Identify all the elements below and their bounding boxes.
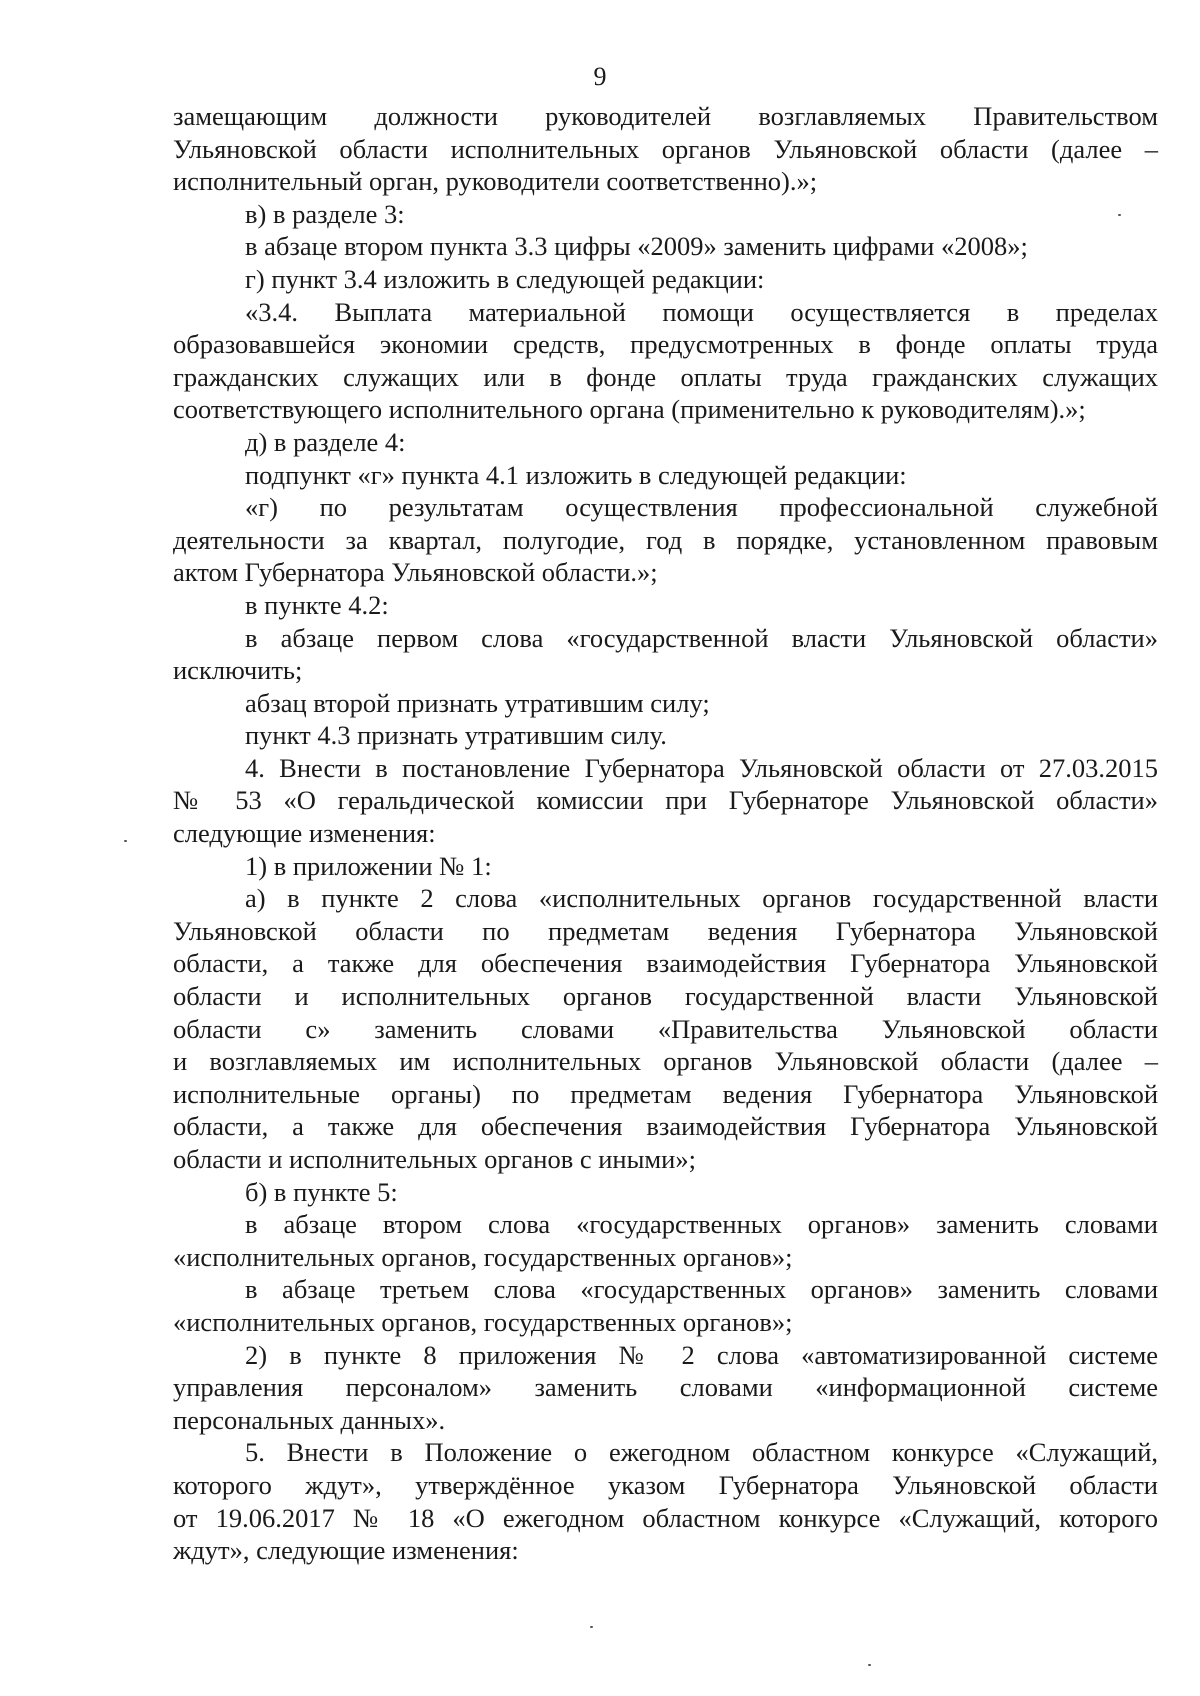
text-line: Ульяновской области по предметам ведения Губернатора Ульяновской [173, 915, 1158, 946]
text-line: области и исполнительных органов государственной власти Ульяновской [173, 981, 1158, 1012]
text-line: Ульяновской области исполнительных органов Ульяновской области (далее – [173, 133, 1158, 164]
text-line: управления персоналом» заменить словами «информационной системе [173, 1372, 1158, 1403]
text-line: следующие изменения: [173, 818, 436, 849]
text-line: от 19.06.2017 № 18 «О ежегодном областном конкурсе «Служащий, которого [173, 1502, 1158, 1533]
text-line: г) пункт 3.4 изложить в следующей редакции: [245, 263, 765, 294]
text-line: «исполнительных органов, государственных органов»; [173, 1241, 793, 1272]
text-line: образовавшейся экономии средств, предусмотренных в фонде оплаты труда [173, 329, 1158, 360]
text-line: замещающим должности руководителей возглавляемых Правительством [173, 101, 1158, 131]
text-line: исполнительные органы) по предметам ведения Губернатора Ульяновской [173, 1078, 1158, 1109]
text-line: в абзаце третьем слова «государственных органов» заменить словами [245, 1274, 1158, 1305]
document-body [173, 100, 1158, 1567]
text-line: исключить; [173, 655, 303, 686]
scan-speck [868, 1664, 871, 1666]
text-line: абзац второй признать утратившим силу; [245, 687, 710, 718]
text-line: персональных данных». [173, 1404, 446, 1435]
text-line: области, а также для обеспечения взаимодействия Губернатора Ульяновской [173, 1111, 1158, 1142]
page-number: 9 [593, 62, 607, 91]
text-line: 5. Внести в Положение о ежегодном областном конкурсе «Служащий, [245, 1437, 1158, 1468]
text-line: 2) в пункте 8 приложения № 2 слова «автоматизированной системе [245, 1339, 1158, 1370]
text-line: в) в разделе 3: [245, 198, 405, 229]
scan-speck [1118, 214, 1121, 216]
text-line: гражданских служащих или в фонде оплаты труда гражданских служащих [173, 361, 1158, 392]
text-line: в абзаце первом слова «государственной власти Ульяновской области» [245, 622, 1158, 653]
scan-speck [124, 840, 127, 842]
text-line: в абзаце втором пункта 3.3 цифры «2009» заменить цифрами «2008»; [245, 231, 1028, 262]
text-line: 4. Внести в постановление Губернатора Ульяновской области от 27.03.2015 [245, 752, 1158, 783]
scan-speck [590, 1626, 593, 1628]
text-line: актом Губернатора Ульяновской области.»; [173, 557, 658, 588]
text-line: ждут», следующие изменения: [173, 1535, 519, 1566]
text-line: «г) по результатам осуществления профессиональной служебной [245, 492, 1158, 523]
text-line: подпункт «г» пункта 4.1 изложить в следующей редакции: [245, 459, 907, 490]
text-line: 1) в приложении № 1: [245, 850, 492, 881]
text-line: пункт 4.3 признать утратившим силу. [245, 720, 667, 751]
text-line: а) в пункте 2 слова «исполнительных органов государственной власти [245, 883, 1158, 914]
text-line: в абзаце втором слова «государственных органов» заменить словами [245, 1209, 1158, 1240]
text-line: области с» заменить словами «Правительства Ульяновской области [173, 1013, 1158, 1044]
text-line: № 53 «О геральдической комиссии при Губернаторе Ульяновской области» [173, 785, 1158, 816]
text-line: в пункте 4.2: [245, 589, 389, 620]
text-line: которого ждут», утверждённое указом Губернатора Ульяновской области [173, 1469, 1158, 1500]
text-line: и возглавляемых им исполнительных органов Ульяновской области (далее – [173, 1046, 1158, 1077]
text-line: области и исполнительных органов с иными»; [173, 1144, 696, 1174]
text-line: соответствующего исполнительного органа (применительно к руководителям).»; [173, 394, 1086, 425]
text-line: деятельности за квартал, полугодие, год в порядке, установленном правовым [173, 524, 1158, 555]
text-line: б) в пункте 5: [245, 1176, 398, 1207]
text-line: исполнительный орган, руководители соответственно).»; [173, 166, 818, 197]
text-line: д) в разделе 4: [245, 426, 406, 457]
text-line: «3.4. Выплата материальной помощи осуществляется в пределах [245, 296, 1158, 327]
text-line: области, а также для обеспечения взаимодействия Губернатора Ульяновской [173, 948, 1158, 979]
text-line: «исполнительных органов, государственных органов»; [173, 1306, 793, 1337]
